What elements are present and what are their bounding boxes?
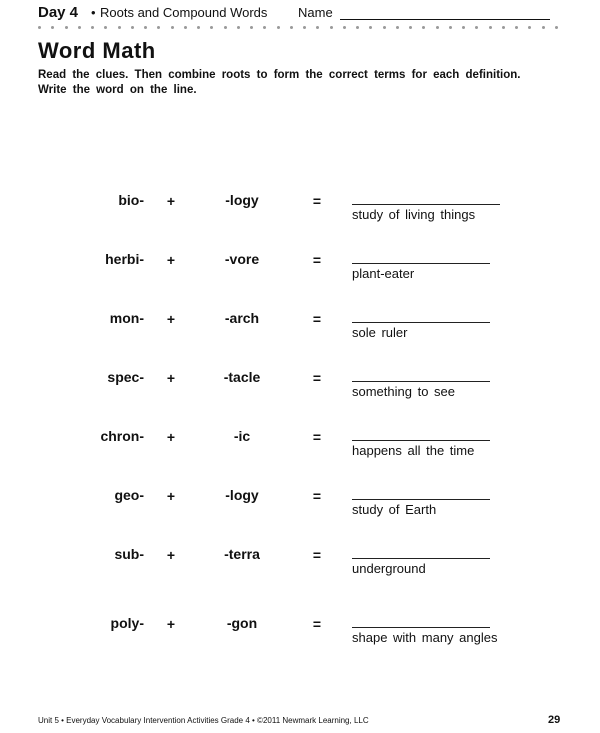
divider-dot xyxy=(118,26,121,29)
divider-dot xyxy=(144,26,147,29)
footer-credit: Unit 5 • Everyday Vocabulary Intervention Activities Grade 4 • ©2011 Newmark Learning, LLC xyxy=(38,716,369,725)
first-root: sub- xyxy=(114,546,144,562)
divider-dot xyxy=(462,26,465,29)
divider-dot xyxy=(542,26,545,29)
answer-line[interactable] xyxy=(352,204,500,205)
answer-line[interactable] xyxy=(352,263,490,264)
divider-dot xyxy=(210,26,213,29)
answer-line[interactable] xyxy=(352,627,490,628)
equals-sign: = xyxy=(312,488,322,504)
equals-sign: = xyxy=(312,311,322,327)
definition: happens all the time xyxy=(352,443,475,458)
second-root: -vore xyxy=(224,251,260,267)
divider-dot xyxy=(475,26,478,29)
equation-row xyxy=(0,428,600,488)
divider-dot xyxy=(104,26,107,29)
equation-row xyxy=(0,487,600,547)
name-label: Name xyxy=(298,5,333,20)
divider-dot xyxy=(316,26,319,29)
divider-dot xyxy=(528,26,531,29)
divider-dot xyxy=(290,26,293,29)
plus-sign: + xyxy=(166,252,176,268)
definition: sole ruler xyxy=(352,325,408,340)
divider-dot xyxy=(343,26,346,29)
second-root: -ic xyxy=(233,428,251,444)
divider-dot xyxy=(409,26,412,29)
equation-row xyxy=(0,546,600,606)
first-root: herbi- xyxy=(105,251,144,267)
divider-dot xyxy=(184,26,187,29)
plus-sign: + xyxy=(166,616,176,632)
definition: study of living things xyxy=(352,207,476,222)
page-number: 29 xyxy=(548,714,561,726)
divider-dot xyxy=(330,26,333,29)
divider-dot xyxy=(383,26,386,29)
first-root: chron- xyxy=(100,428,144,444)
divider-dot xyxy=(369,26,372,29)
divider-dot xyxy=(489,26,492,29)
equation-row xyxy=(0,192,600,252)
header-separator: • xyxy=(91,5,96,20)
divider-dot xyxy=(224,26,227,29)
divider-dot xyxy=(263,26,266,29)
answer-line[interactable] xyxy=(352,440,490,441)
divider-dot xyxy=(422,26,425,29)
plus-sign: + xyxy=(166,193,176,209)
divider-dot xyxy=(131,26,134,29)
divider-dot xyxy=(449,26,452,29)
divider-dot xyxy=(38,26,41,29)
divider-dot xyxy=(78,26,81,29)
divider-dot xyxy=(436,26,439,29)
divider-dot xyxy=(277,26,280,29)
divider-dot xyxy=(250,26,253,29)
name-line[interactable] xyxy=(340,19,550,20)
first-root: bio- xyxy=(118,192,144,208)
plus-sign: + xyxy=(166,547,176,563)
second-root: -terra xyxy=(224,546,260,562)
divider-dot xyxy=(51,26,54,29)
equals-sign: = xyxy=(312,547,322,563)
definition: underground xyxy=(352,561,426,576)
page-header xyxy=(38,4,558,24)
plus-sign: + xyxy=(166,488,176,504)
equals-sign: = xyxy=(312,616,322,632)
equals-sign: = xyxy=(312,252,322,268)
dotted-divider xyxy=(38,26,558,30)
equals-sign: = xyxy=(312,193,322,209)
answer-line[interactable] xyxy=(352,499,490,500)
definition: plant-eater xyxy=(352,266,415,281)
plus-sign: + xyxy=(166,311,176,327)
divider-dot xyxy=(555,26,558,29)
answer-line[interactable] xyxy=(352,381,490,382)
divider-dot xyxy=(157,26,160,29)
answer-line[interactable] xyxy=(352,558,490,559)
definition: shape with many angles xyxy=(352,630,498,645)
divider-dot xyxy=(171,26,174,29)
first-root: poly- xyxy=(110,615,144,631)
equation-row xyxy=(0,615,600,675)
second-root: -gon xyxy=(226,615,258,631)
answer-line[interactable] xyxy=(352,322,490,323)
first-root: spec- xyxy=(107,369,144,385)
divider-dot xyxy=(502,26,505,29)
second-root: -tacle xyxy=(223,369,261,385)
equals-sign: = xyxy=(312,370,322,386)
divider-dot xyxy=(356,26,359,29)
divider-dot xyxy=(396,26,399,29)
plus-sign: + xyxy=(166,429,176,445)
divider-dot xyxy=(237,26,240,29)
equals-sign: = xyxy=(312,429,322,445)
page-title: Word Math xyxy=(38,38,156,63)
topic-label: Roots and Compound Words xyxy=(100,5,268,20)
divider-dot xyxy=(65,26,68,29)
equation-row xyxy=(0,369,600,429)
second-root: -arch xyxy=(224,310,260,326)
equation-row xyxy=(0,251,600,311)
divider-dot xyxy=(515,26,518,29)
first-root: mon- xyxy=(109,310,144,326)
second-root: -logy xyxy=(225,192,259,208)
second-root: -logy xyxy=(225,487,259,503)
divider-dot xyxy=(91,26,94,29)
definition: something to see xyxy=(352,384,456,399)
day-label: Day 4 xyxy=(38,4,79,21)
plus-sign: + xyxy=(166,370,176,386)
first-root: geo- xyxy=(114,487,144,503)
divider-dot xyxy=(303,26,306,29)
definition: study of Earth xyxy=(352,502,437,517)
divider-dot xyxy=(197,26,200,29)
equation-row xyxy=(0,310,600,370)
instructions: Read the clues. Then combine roots to form the correct terms for each definition. Write the word on the line. xyxy=(38,69,521,96)
